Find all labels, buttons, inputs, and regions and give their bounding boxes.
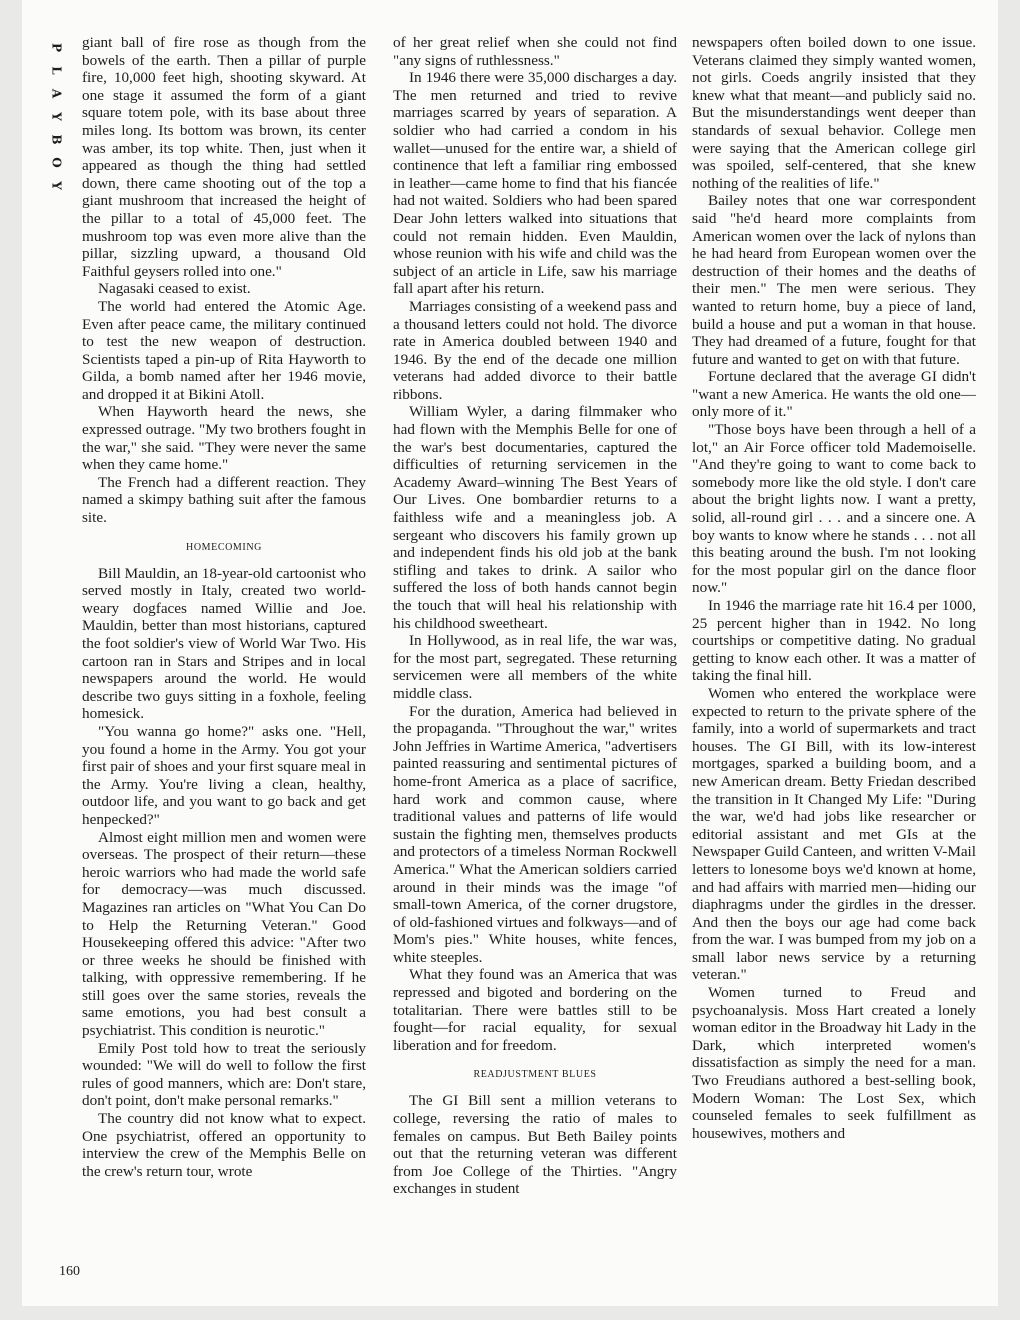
paragraph: Fortune declared that the average GI didn't "want a new America. He wants the old one—only more of it." — [692, 368, 976, 421]
paragraph: Women who entered the workplace were expected to return to the private sphere of the family, into a world of supermarkets and tract houses. The GI Bill, with its low-interest mortgages, sparked a building boom, and a new American dream. Betty Friedan described the transition in It Changed My Life: "During the war, we'd had jobs like researcher or editorial assistant and met GIs at the Newspaper Guild Canteen, and written V-Mail letters to lonesome boys we'd known at home, and had affairs with married men—hiding our diaphragms under the girdles in the dresser. And then the boys our age had come back from the war. I was bumped from my job on a small labor news service by a returning veteran." — [692, 684, 976, 984]
paragraph: The country did not know what to expect. One psychiatrist, offered an opportunity to interview the crew of the Memphis Belle on the crew's return tour, wrote — [82, 1110, 366, 1180]
paragraph: Women turned to Freud and psychoanalysis. Moss Hart created a lonely woman editor in the Broadway hit Lady in the Dark, which interpreted women's dissatisfaction as simply the need for a man. Two Freudians authored a best-selling book, Modern Woman: The Lost Sex, which counseled females to seek fulfillment as housewives, mothers and — [692, 984, 976, 1142]
text-column-2 — [393, 34, 677, 1198]
section-heading-readjustment: READJUSTMENT BLUES — [473, 1069, 597, 1081]
text-column-3 — [692, 34, 976, 1142]
side-letter: L — [49, 66, 64, 75]
paragraph: Bailey notes that one war correspondent said "he'd heard more complaints from American women over the lack of nylons than he had heard from European women over the destruction of their homes and the deaths of their men." The men were serious. They wanted to return home, buy a piece of land, build a house and put a woman in that house. They had dreamed of a future, fought for that future and wanted to get on with that future. — [692, 192, 976, 368]
magazine-page — [22, 0, 998, 1306]
paragraph: For the duration, America had believed in the propaganda. "Throughout the war," writes John Jeffries in Wartime America, "advertisers painted reassuring and sentimental pictures of home-front America as a place of sacrifice, hard work and common cause, where traditional values and patterns of life would sustain the fighting men, themselves products and protectors of a timeless Norman Rockwell America." What the American soldiers carried around in their minds was the image "of small-town America, of the corner drugstore, of old-fashioned virtues and folkways—and of Mom's pies." White houses, white fences, white steeples. — [393, 702, 677, 966]
paragraph: "You wanna go home?" asks one. "Hell, you found a home in the Army. You got your first pair of shoes and your first square meal in the Army. You're living a clean, healthy, outdoor life, and you want to go back and get henpecked?" — [82, 722, 366, 828]
side-letter: O — [49, 157, 64, 168]
paragraph: The French had a different reaction. They named a skimpy bathing suit after the famous site. — [82, 473, 366, 527]
side-letter: Y — [49, 181, 64, 190]
paragraph: Almost eight million men and women were overseas. The prospect of their return—these heroic warriors who had made the world safe for democracy—was much discussed. Magazines ran articles on "What You Can Do to Help the Returning Veteran." Good Housekeeping offered this advice: "After two or three weeks he should be finished with talking, with oppressive remembering. If he still goes over the same stories, reveals the same emotions, you had best consult a psychiatrist. This condition is neurotic." — [82, 828, 366, 1040]
paragraph: William Wyler, a daring filmmaker who had flown with the Memphis Belle for one of the war's best documentaries, captured the difficulties of returning servicemen in the Academy Award–winning The Best Years of Our Lives. One bombardier returns to a faithless wife and a meaningless job. A sergeant who discovers his family grown up and independent finds his old job at the bank stifling and takes to drink. A sailor who suffered the loss of both hands cannot begin the touch that will heal his relationship with his childhood sweetheart. — [393, 403, 677, 632]
paragraph: The world had entered the Atomic Age. Even after peace came, the military continued to test the new weapon of destruction. Scientists taped a pin-up of Rita Hayworth to Gilda, a bomb named after her 1946 movie, and dropped it at Bikini Atoll. — [82, 297, 366, 403]
side-letter: Y — [49, 112, 64, 121]
paragraph: giant ball of fire rose as though from the bowels of the earth. Then a pillar of purple fire, 10,000 feet high, shooting skyward. At one stage it assumed the form of a giant square totem pole, with its base about three miles long. Its bottom was brown, its center was amber, its top white. Then, just when it appeared as though the thing had settled down, there came shooting out of the top a giant mushroom that increased the height of the pillar to a total of 45,000 feet. The mushroom top was even more alive than the pillar, sizzling upward, a thousand Old Faithful geysers rolled into one." — [82, 34, 366, 280]
paragraph: In Hollywood, as in real life, the war was, for the most part, segregated. These returning servicemen were all members of the white middle class. — [393, 632, 677, 702]
paragraph: Bill Mauldin, an 18-year-old cartoonist who served mostly in Italy, created two world-weary dogfaces named Willie and Joe. Mauldin, better than most historians, captured the foot soldier's view of World War Two. His cartoon ran in Stars and Stripes and in local newspapers around the world. He would describe two guys sitting in a foxhole, feeling homesick. — [82, 564, 366, 723]
text-column-1 — [82, 34, 366, 1180]
paragraph: newspapers often boiled down to one issue. Veterans claimed they simply wanted women, not girls. Coeds angrily insisted that they knew what that meant—and publicly said no. But the misunderstandings went deeper than standards of sexual behavior. College men were saying that the American college girl was spoiled, self-centered, that she knew nothing of the realities of life." — [692, 34, 976, 192]
paragraph: In 1946 there were 35,000 discharges a day. The men returned and tried to revive marriages scarred by years of separation. A soldier who had carried a condom in his wallet—unused for the entire war, a shield of continence that left a familiar ring embossed in leather—came home to find that his fiancée had not waited. Soldiers who had been spared Dear John letters walked into situations that could not remain hidden. Even Mauldin, whose reunion with his wife and child was the subject of an article in Life, saw his marriage fall apart after his return. — [393, 69, 677, 298]
paragraph: What they found was an America that was repressed and bigoted and bordering on the totalitarian. There were battles still to be fought—for racial equality, for sexual liberation and for freedom. — [393, 966, 677, 1054]
side-letter: P — [49, 42, 64, 53]
paragraph: Nagasaki ceased to exist. — [98, 280, 251, 298]
section-heading-homecoming: HOMECOMING — [186, 541, 262, 553]
side-letter: B — [49, 134, 64, 145]
paragraph: Emily Post told how to treat the seriously wounded: "We will do well to follow the first rules of good manners, which are: Don't stare, don't point, don't make personal remarks." — [82, 1039, 366, 1110]
paragraph: "Those boys have been through a hell of a lot," an Air Force officer told Mademoiselle. "And they're going to want to come back to somebody more like the old style. I don't care about the bright lights now. I want a pretty, solid, all-round girl . . . and a sincere one. A boy wants to know where he stands . . . not all this beating around the bush. I'm not looking for the most popular girl on the dance floor now." — [692, 421, 976, 597]
paragraph: The GI Bill sent a million veterans to college, reversing the ratio of males to females on campus. But Beth Bailey points out that the returning veteran was different from Joe College of the Thirties. "Angry exchanges in student — [393, 1092, 677, 1198]
page-number: 160 — [59, 1264, 80, 1279]
paragraph: When Hayworth heard the news, she expressed outrage. "My two brothers fought in the war," she said. "They were never the same when they came home." — [82, 403, 366, 474]
paragraph: Marriages consisting of a weekend pass and a thousand letters could not hold. The divorce rate in America doubled between 1940 and 1946. By the end of the decade one million veterans had added divorce to their battle ribbons. — [393, 297, 677, 403]
magazine-name-vertical — [46, 36, 66, 197]
side-letter: A — [49, 88, 64, 99]
paragraph: In 1946 the marriage rate hit 16.4 per 1000, 25 percent higher than in 1942. No long courtships or competitive dating. No gradual getting to know each other. It was a matter of taking the final hill. — [692, 597, 976, 685]
paragraph: of her great relief when she could not find "any signs of ruthlessness." — [393, 34, 677, 69]
